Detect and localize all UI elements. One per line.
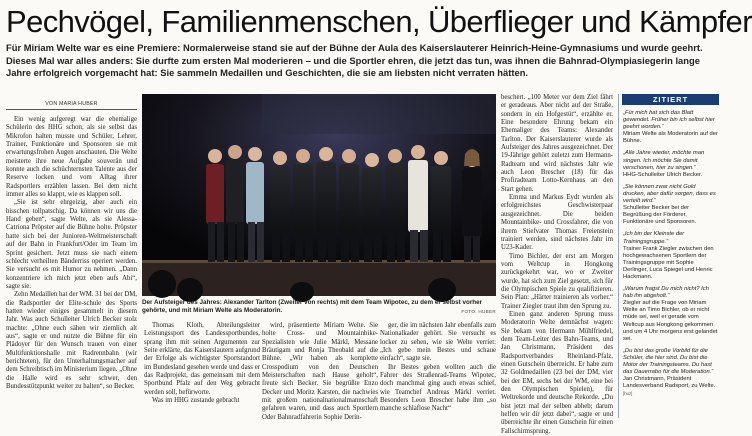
article-column-5 — [501, 94, 613, 435]
quote-source: Trainer Frank Ziegler zwischen den hochgewachsenen Sportlern der Trainingsgruppe mit Sophie Derlinger, Luca Spiegel und Henric Hackmann. — [623, 245, 714, 280]
quote-item — [623, 348, 719, 399]
paragraph: ger, die im nächsten Jahr ebenfalls zum Nationalkader gehört. Sie versucht es locker zu sehen, wie sie Welte verriet: „Ich gebe mein Bestes und schaue einfach“, sagte sie. — [380, 322, 496, 363]
quote-source: Ziegler auf die Frage von Miriam Welte an Timo Bichler, ob er nicht müde sei, weil er gerade vom Weltcup aus Hongkong gekommen und um 4 Uhr morgens erst gelandet sei. — [623, 300, 718, 342]
quote-source — [623, 376, 719, 398]
paragraph: Einen ganz anderen Sprung muss Moderatorin Welte demnächst wagen: Sie bekam von Hermann Mühlfriedel, dem Team-Leiter des Bahn-Teams, und Jan Christmann, Präsident des Radsportverbandes Rheinland-Pfalz, einen Gutschein überreicht. Er habe zum 32 Goldmedaillen (23 bei der DM, vier bei der EM, sechs bei der WM, eine bei den Olympischen Spielen), für Weltrekorde und deutsche Rekorde. „Du bist jetzt mal der selben abheb; darum helfen wir dir jetzt dabei“, sagte er und überreichte ihr einen Gutschein für einen Fallschirmsprung. — [501, 310, 613, 435]
quote-text: „Du bist das große Vorbild für die Schüler, die hier sind. Du bist die Motor der Trainingsteams. Du hast das Dauerrabo für die Moderation.“ — [623, 347, 714, 376]
author-initials: [huz] — [623, 391, 633, 397]
event-photo — [142, 94, 496, 296]
sidebar-title: ZITIERT — [622, 94, 719, 105]
paragraph: wird, präsentierte Miriam Welte. Sie holte Cross- und Mountainbike-Spezialisten wie Julie Märkl, Messane Bräutigam und Ronja Theobald auf die Bühne. „Wir haben als komplette Crosspodium von den Deutschen Meisterschaften nach Hause geholt“, freute sich Becker. Sie begrüßte Enzo Decker und Moritz Karsten, die nachwies mit großem nationalnationalmannschaft gefahren waren, und dass auch Sportlern Oder Bahnradfahrerin Sophie Derin- — [262, 322, 378, 421]
paragraph: Ein wenig aufgeregt war die ehemalige Schülerin des HHG schon, als sie selbst das Mikrofon halten musste und Schüler, Lehrer, Trainer, Funktionäre und Sponsoren sie mit erwartungsfrohen Augen anschauten. Die Welte meisterte ihre neue Aufgabe souverän und konnte auch die schüchternsten Talente aus der Reserve locken und vom Alltag ihrer Radsportlers erzählen lassen. Bei dem nicht immer alles so klappt, wie es klappen soll. — [6, 116, 137, 199]
quote-text: „Warum fragst Du mich nicht? Ich hab ihn abgeholt.“ — [623, 286, 709, 300]
quote-source: HHG-Schulleiter Ulrich Becker. — [623, 171, 703, 178]
quotes-sidebar — [618, 94, 719, 418]
article-column-2 — [144, 322, 260, 418]
article-column-4 — [380, 322, 496, 418]
quote-text: „Alle Jahre wieder, möchte man singen. Ich möchte Sie damit verschonen, hier zu singen.“ — [623, 150, 705, 171]
photo-credit: FOTO: HUBER — [461, 308, 496, 314]
quote-item — [623, 231, 719, 281]
paragraph: beschert. „100 Meter vor dem Ziel fährt er geradeaus. Aber nicht auf der Straße, sondern in ein Hofgestüt“, erzählte er. Eine besondere Ehrung bekam ein Ehemaliger des Teams: Alexander Tarlton. Der Kaiserslauterer wurde als Aufsteiger des Jahres ausgezeichnet. Der 19-Jährige gehört zuletzt zum Hermann-Radteam und wird nächstes Jahr wie auch Leon Brescher (18) für das Profiradteam Lotto-Kernhaus an den Start gehen. — [501, 94, 613, 193]
quote-item — [623, 286, 719, 343]
quote-source: Schulleiter Becker bei der Begrüßung der Förderer, Funktionäre und Sponsoren. — [623, 205, 697, 226]
paragraph: Thomas Kloth, Abteilungsleiter Leistungssport des Landessportbundes, sprang ihm mit seinen Argumenten zur Seite erklärte, das Kaiserslautern aufgrund der Erfolge als wichtigster Sportstandort im Bundesland gesehen werde und dass er das Radprojekt, das gemeinsam mit dem Sportbund Pfalz auf den Weg gebracht werden soll, befürworte. — [144, 322, 260, 396]
quote-item — [623, 110, 719, 145]
article-column-3 — [262, 322, 378, 421]
photo-caption — [142, 299, 496, 315]
paragraph: Emma und Markus Eydt wurden als erfolgreichstes Geschwisterpaar ausgezeichnet. Die beiden Mountainbike- und Crossfahrer, die von ihrem Stiefvater Thomas Freienstein trainiert werden, sind nächstes Jahr im U23-Kader. — [501, 194, 613, 252]
stage-photo-illustration — [142, 94, 496, 296]
quote-source-text: Jan Christmann, Präsident Landesverband Radsport, zu Welte. — [623, 376, 716, 390]
quote-source: Miriam Welte als Moderatorin auf der Bühne. — [623, 131, 718, 145]
paragraph: Was im HHG zustande gebracht — [152, 397, 240, 405]
quote-text: „Ich bin der Kleinste der Trainingsgruppe.“ — [623, 231, 685, 245]
byline: VON MARIA HUBER — [6, 100, 137, 110]
quote-item — [623, 184, 719, 227]
quote-text: „Sie können zwar nicht Gold drucken, aber dafür sorgen, dass es verteilt wird.“ — [623, 183, 716, 205]
quote-item — [623, 150, 719, 178]
paragraph: Zehn Medaillen hat der WM. 31 bei der DM, die Radsportler der Elite-schule des Sports hatten wieder einiges gesammelt in diesem Jahr. Was auch Schulleiter Ulrich Becker stolz machte: „Ohne euch sähen wir ziemlich alt aus“, sagte er und nutzte die Bühne für ein Plädoyer für den Wunsch trauen von einer Multifunktionshalle mit Radrennbahn (wir berichteten), für den Unterhaltungsmacher auf dem Schreibtisch im Ministerium liegen. „Ohne die Halle wird es sehr schwer, den Bundesstützpunkt weiter zu halten“, so Becker. — [6, 291, 137, 390]
paragraph: Timo Bichler, der erst am Morgen vom Weltcup in Hongkong zurückgekehrt war, wo er Zweiter wurde, hat sich zum Ziel gesetzt, sich für die Olympischen Spiele zu qualifizieren. Sein Plan: „Härter trainieren als vorher.“ Trainer Ziegler traut ihm den Sprung zu. — [501, 252, 613, 310]
lead-paragraph: Für Miriam Welte war es eine Premiere: Normalerweise stand sie auf der Bühne der Aula des Kaiserslauterer Heinrich-Heine-Gymnasiums und wurde geehrt. Dieses Mal war alles anders: Sie durfte zum ersten Mal moderieren – und die Sportler ehren, die jetzt das tun, was ihnen die Bahnrad-Olympiasiegerin lange Jahre erfolgreich vorgemacht hat: Sie sammeln Medaillen und Geschichten, die sie am liebsten nicht verraten hätten. — [6, 42, 703, 79]
paragraph: Ihr Bestes geben wollten auch die Fahrer des Straßenrad-Teams Wipotec, doch manchmal ging auch etwas schief, wie Teamchef Andreas Märkl verriet. Besonders Leon Brescher habe ihm „so manche schlaflose Nacht“ — [380, 363, 496, 413]
paragraph: „Sie ist sehr ehrgeizig, aber auch ein bisschen tollpatschig. Da können wir uns die Hand geben“, sagte Welte, als sie Alessa-Catriona Pröpster auf die Bühne holte. Pröpster hatte sich bei der Junioren-Weltmeisterschaft auf der Bahn in Frankfurt/Oder im Team im Sprint gesichert. Jetzt muss sie nach einem schlecht verheilten Bänderriss operiert werden. Sie versucht es mit Humor zu nehmen. „Dann konzentriere ich mich jetzt eben aufs Abi“, sagte sie. — [6, 199, 137, 290]
article-column-1 — [6, 100, 137, 418]
caption-text: Der Aufsteiger des Jahres: Alexander Tarlton (Zweiter von rechts) mit dem Team Wipotec, zu dem er selbst vorher gehörte, und mit Miriam Welte als Moderatorin. — [142, 299, 483, 314]
headline: Pechvögel, Familienmenschen, Überflieger und Kämpfer — [6, 4, 752, 39]
quote-text: „Für mich hat sich das Blatt gewendet. Früher bin ich selbst hier geehrt worden.“ — [623, 110, 715, 131]
